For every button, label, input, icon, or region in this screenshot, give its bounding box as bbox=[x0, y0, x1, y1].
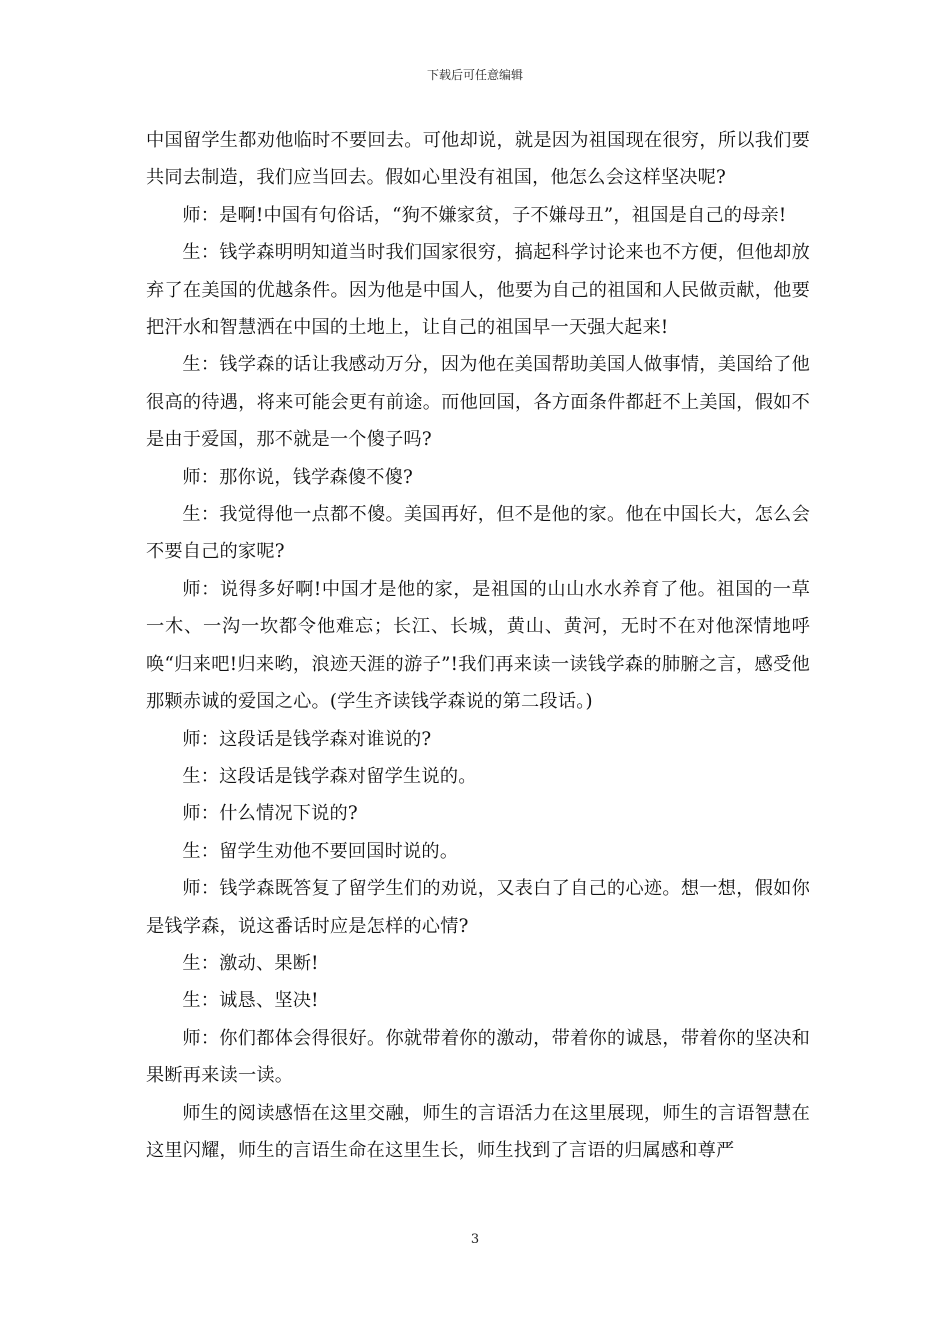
page-number: 3 bbox=[470, 1232, 480, 1247]
dialogue-paragraph: 生：这段话是钱学森对留学生说的。 bbox=[182, 765, 477, 787]
dialogue-paragraph: 师：这段话是钱学森对谁说的? bbox=[182, 728, 432, 750]
summary-paragraph: 师生的阅读感悟在这里交融，师生的言语活力在这里展现，师生的言语智慧在这里闪耀，师生的言语生命在这里生长，师生找到了言语的归属感和尊严 bbox=[146, 1102, 810, 1161]
dialogue-paragraph: 师：是啊!中国有句俗话，“狗不嫌家贫，子不嫌母丑”，祖国是自己的母亲! bbox=[182, 204, 787, 226]
dialogue-paragraph: 生：激动、果断! bbox=[182, 952, 319, 974]
dialogue-paragraph: 师：你们都体会得很好。你就带着你的激动，带着你的诚恳，带着你的坚决和果断再来读一读。 bbox=[146, 1027, 810, 1087]
dialogue-paragraph: 师：说得多好啊!中国才是他的家，是祖国的山山水水养育了他。祖国的一草一木、一沟一坎都令他难忘；长江、长城，黄山、黄河，无时不在对他深情地呼唤“归来吧!归来哟，浪迹天涯的游子”!我们再来读一读钱学森的肺腑之言，感受他那颗赤诚的爱国之心。(学生齐读钱学森说的第二段话。) bbox=[146, 578, 810, 713]
dialogue-paragraph: 师：什么情况下说的? bbox=[182, 803, 358, 825]
dialogue-paragraph: 生：钱学森明明知道当时我们国家很穷，搞起科学讨论来也不方便，但他却放弃了在美国的优越条件。因为他是中国人，他要为自己的祖国和人民做贡献，他要把汗水和智慧洒在中国的土地上，让自己的祖国早一天强大起来! bbox=[146, 242, 810, 339]
dialogue-paragraph: 生：我觉得他一点都不傻。美国再好，但不是他的家。他在中国长大，怎么会不要自己的家呢? bbox=[146, 504, 810, 563]
dialogue-paragraph: 生：诚恳、坚决! bbox=[182, 990, 319, 1012]
page-header: 下载后可任意编辑 bbox=[426, 68, 523, 82]
dialogue-paragraph: 师：那你说，钱学森傻不傻? bbox=[182, 466, 413, 488]
paragraph-continuation: 中国留学生都劝他临时不要回去。可他却说，就是因为祖国现在很穷，所以我们要共同去制造，我们应当回去。假如心里没有祖国，他怎么会这样坚决呢? bbox=[146, 130, 810, 189]
dialogue-paragraph: 师：钱学森既答复了留学生们的劝说，又表白了自己的心迹。想一想，假如你是钱学森，说这番话时应是怎样的心情? bbox=[146, 878, 810, 937]
dialogue-paragraph: 生：留学生劝他不要回国时说的。 bbox=[182, 840, 459, 862]
dialogue-paragraph: 生：钱学森的话让我感动万分，因为他在美国帮助美国人做事情，美国给了他很高的待遇，将来可能会更有前途。而他回国，各方面条件都赶不上美国，假如不是由于爱国，那不就是一个傻子吗? bbox=[146, 354, 810, 451]
document-body bbox=[146, 122, 810, 1169]
